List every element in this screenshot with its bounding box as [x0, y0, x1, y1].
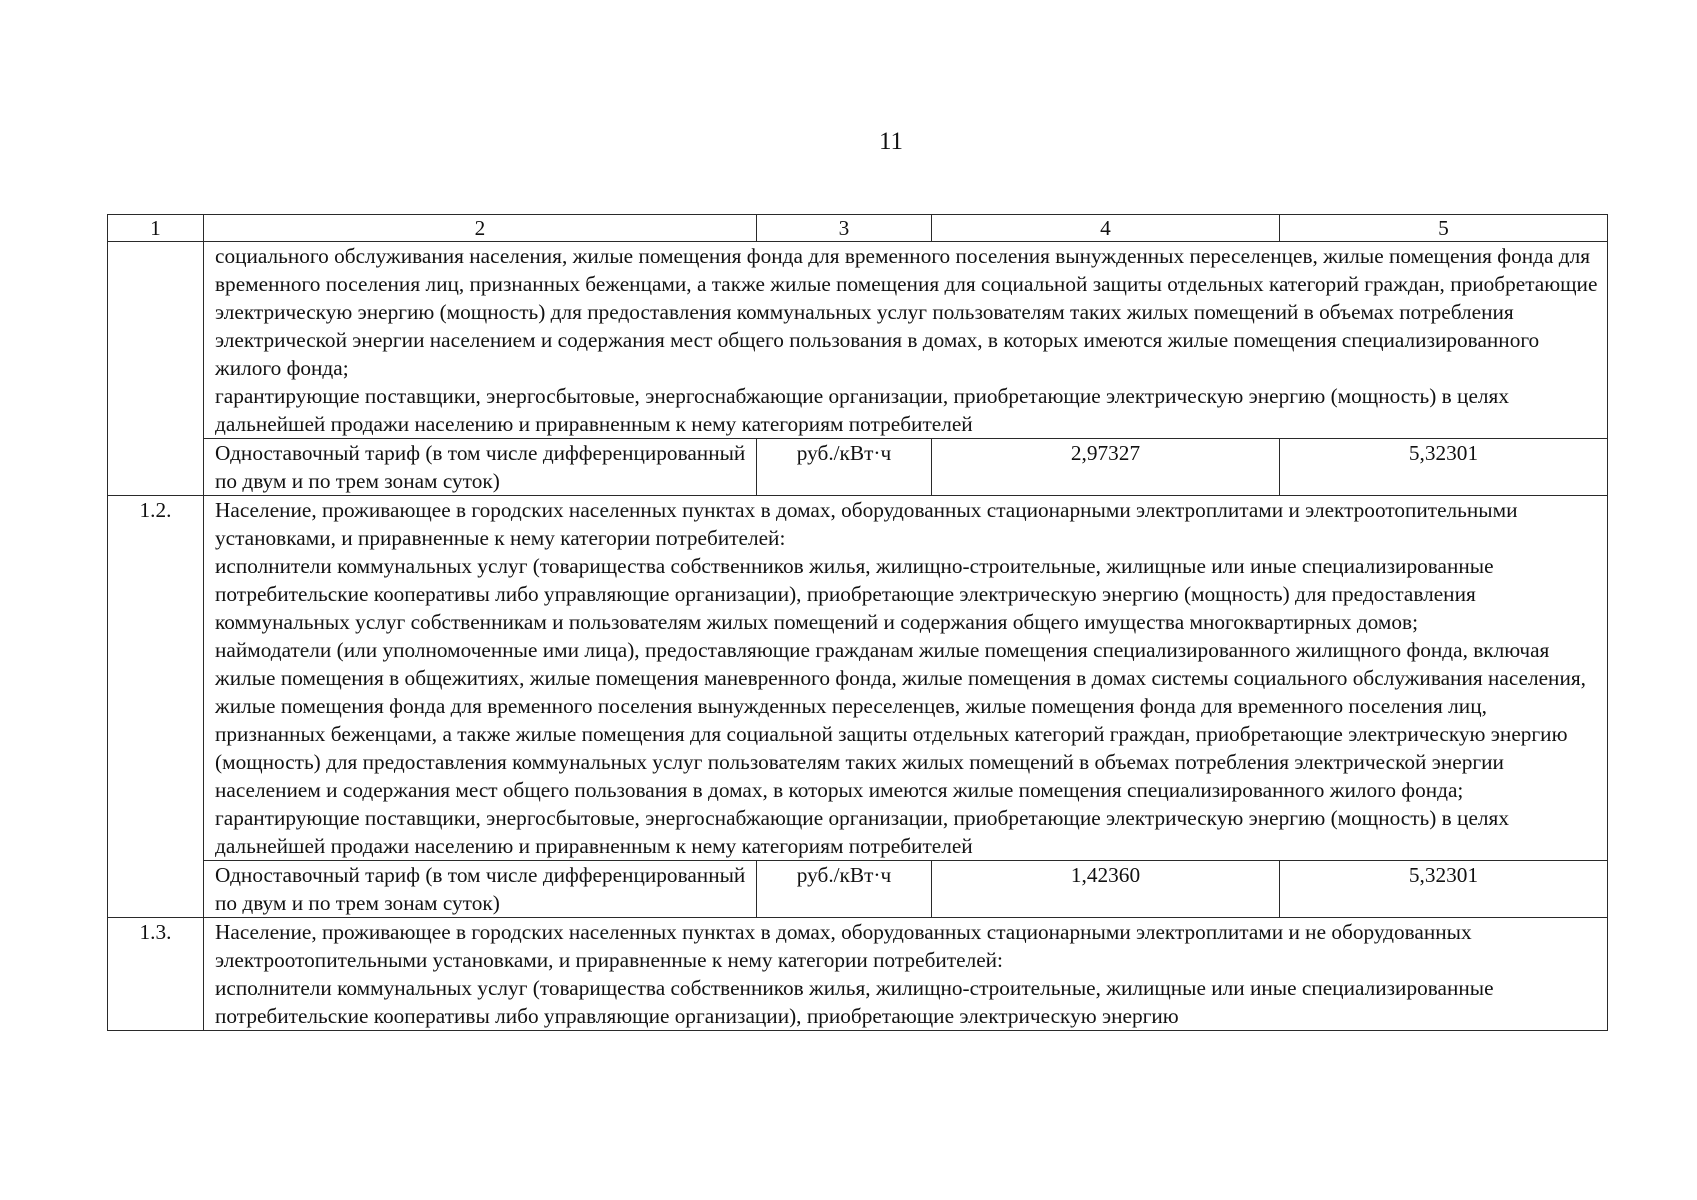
table-row — [108, 918, 1608, 1031]
paragraph: социального обслуживания населения, жилые помещения фонда для временного поселения вынужденных переселенцев, жилые помещения фонда для временного поселения лиц, признанных беженцами, а также жилые помещения для социальной защиты отдельных категорий граждан, приобретающие электрическую энергию (мощность) для предоставления коммунальных услуг пользователям таких жилых помещений в объемах потребления электрической энергии населением и содержания мест общего пользования в домах, в которых имеются жилые помещения специализированного жилого фонда; — [215, 244, 1598, 380]
header-col-4: 4 — [932, 215, 1280, 242]
paragraph: гарантирующие поставщики, энергосбытовые, энергоснабжающие организации, приобретающие электрическую энергию (мощность) в целях дальнейшей продажи населению и приравненным к нему категориям потребителей — [215, 806, 1509, 858]
table-row — [108, 242, 1608, 439]
tariff-value-col4: 2,97327 — [932, 439, 1280, 496]
tariff-value-col4: 1,42360 — [932, 861, 1280, 918]
paragraph: наймодатели (или уполномоченные ими лица), предоставляющие гражданам жилые помещения специализированного жилищного фонда, включая жилые помещения в общежитиях, жилые помещения маневренного фонда, жилые помещения в домах системы социального обслуживания населения, жилые помещения фонда для временного поселения вынужденных переселенцев, жилые помещения фонда для временного поселения лиц, признанных беженцами, а также жилые помещения для социальной защиты отдельных категорий граждан, приобретающие электрическую энергию (мощность) для предоставления коммунальных услуг пользователям таких жилых помещений в объемах потребления электрической энергии населением и содержания мест общего пользования в домах, в которых имеются жилые помещения специализированного жилого фонда; — [215, 638, 1586, 802]
tariff-label: Одноставочный тариф (в том числе дифференцированный по двум и по трем зонам суток) — [204, 861, 757, 918]
row-number-cell — [108, 242, 204, 496]
tariff-row — [108, 861, 1608, 918]
paragraph: исполнители коммунальных услуг (товарищества собственников жилья, жилищно-строительные, жилищные или иные специализированные потребительские кооперативы либо управляющие организации), приобретающие электрическую энергию — [215, 976, 1494, 1028]
tariff-label: Одноставочный тариф (в том числе дифференцированный по двум и по трем зонам суток) — [204, 439, 757, 496]
paragraph: Население, проживающее в городских населенных пунктах в домах, оборудованных стационарными электроплитами и не оборудованных электроотопительными установками, и приравненные к нему категории потребителей: — [215, 920, 1472, 972]
category-description — [204, 496, 1608, 861]
tariff-table — [107, 214, 1608, 1031]
paragraph: Население, проживающее в городских населенных пунктах в домах, оборудованных стационарными электроплитами и электроотопительными установками, и приравненные к нему категории потребителей: — [215, 498, 1518, 550]
category-description — [204, 242, 1608, 439]
page-number: 11 — [878, 128, 904, 155]
category-description — [204, 918, 1608, 1031]
tariff-unit: руб./кВт·ч — [757, 861, 932, 918]
header-col-5: 5 — [1280, 215, 1608, 242]
row-number: 1.3. — [108, 918, 204, 1031]
paragraph: гарантирующие поставщики, энергосбытовые, энергоснабжающие организации, приобретающие электрическую энергию (мощность) в целях дальнейшей продажи населению и приравненным к нему категориям потребителей — [215, 384, 1509, 436]
tariff-value-col5: 5,32301 — [1280, 861, 1608, 918]
header-row — [108, 215, 1608, 242]
tariff-value-col5: 5,32301 — [1280, 439, 1608, 496]
header-col-3: 3 — [757, 215, 932, 242]
header-col-1: 1 — [108, 215, 204, 242]
header-col-2: 2 — [204, 215, 757, 242]
row-number: 1.2. — [108, 496, 204, 918]
tariff-row — [108, 439, 1608, 496]
paragraph: исполнители коммунальных услуг (товарищества собственников жилья, жилищно-строительные, жилищные или иные специализированные потребительские кооперативы либо управляющие организации), приобретающие электрическую энергию (мощность) для предоставления коммунальных услуг собственникам и пользователям жилых помещений и содержания общего имущества многоквартирных домов; — [215, 554, 1494, 634]
table-row — [108, 496, 1608, 861]
tariff-unit: руб./кВт·ч — [757, 439, 932, 496]
